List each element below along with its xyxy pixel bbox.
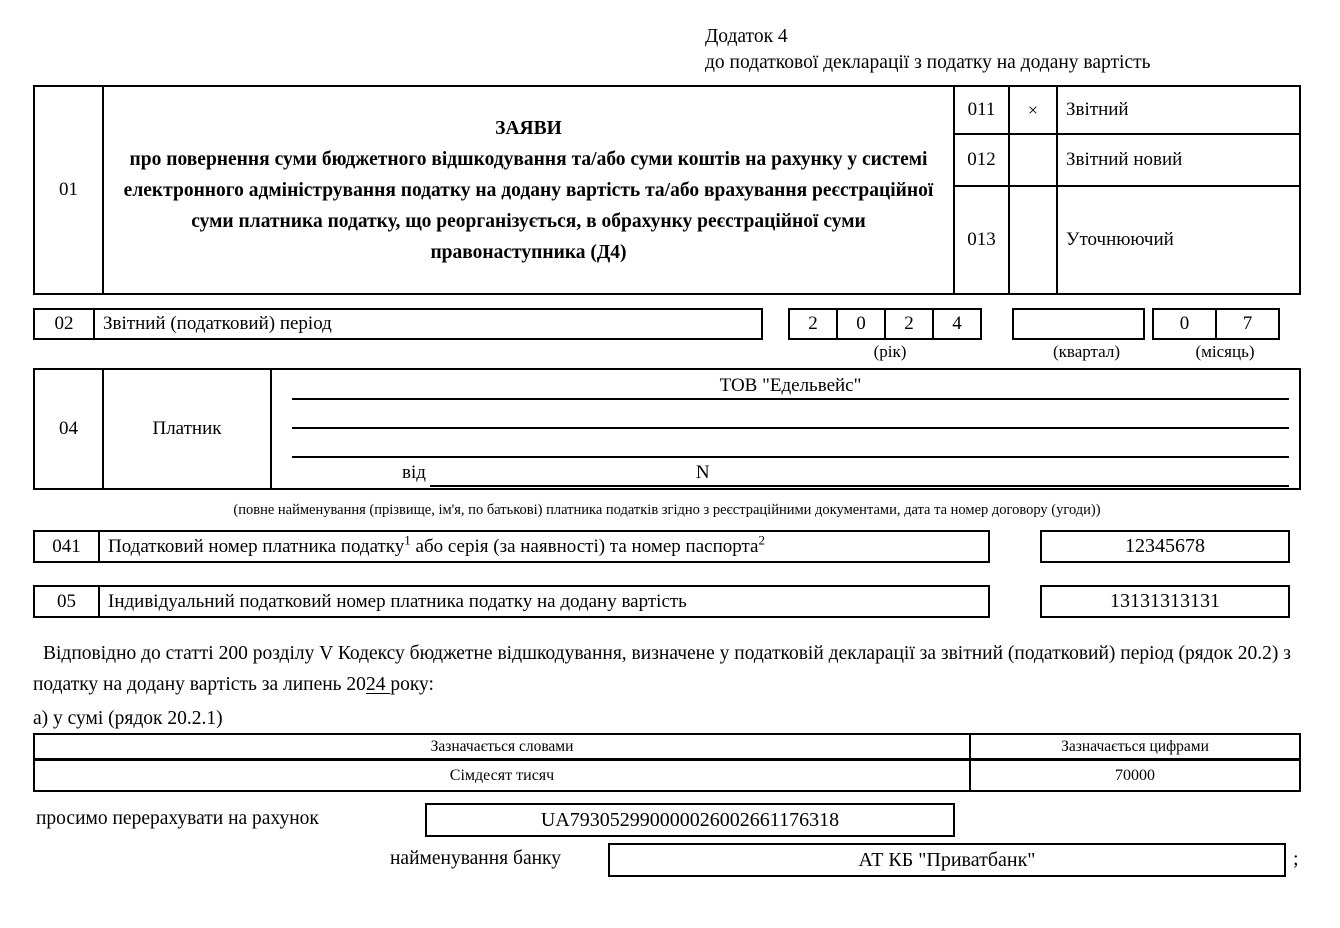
payer-blank-line-2[interactable]	[292, 400, 1289, 429]
year-digit-2[interactable]: 0	[836, 308, 886, 340]
quarter-caption: (квартал)	[1052, 342, 1121, 361]
type-checkbox-012[interactable]	[1008, 135, 1056, 187]
section-04-payer	[33, 368, 1301, 490]
year-digit-1[interactable]: 2	[788, 308, 838, 340]
reporting-period-label: Звітний (податковий) період	[93, 308, 763, 340]
payer-name-line[interactable]: ТОВ "Едельвейс"	[292, 371, 1289, 400]
payer-label: Платник	[102, 370, 272, 488]
month-field	[1152, 308, 1280, 340]
section-01-declaration-type	[33, 85, 1301, 295]
transfer-request-label: просимо перерахувати на рахунок	[36, 808, 319, 829]
statement-text-end: року:	[390, 674, 434, 695]
appendix-subtitle: до податкової декларації з податку на додану вартість	[705, 52, 1151, 73]
vat-number-value[interactable]: 13131313131	[1040, 585, 1290, 618]
trailing-semicolon: ;	[1293, 848, 1299, 870]
form-title-body: про повернення суми бюджетного відшкодування та/або суми коштів на рахунку у системі електронного адміністрування податку на додану вартість та/або врахування реєстраційної суми платника податку, що реорганізується, в обрахунку реєстраційної суми правонаступника (Д4)	[123, 148, 934, 263]
type-checkbox-011[interactable]: ×	[1008, 87, 1056, 135]
section-041-tax-number	[33, 530, 1290, 563]
form-title	[102, 87, 953, 293]
statement-year-underlined: 24	[365, 674, 391, 695]
form-title-caption: ЗАЯВИ	[495, 117, 562, 139]
amount-words-header: Зазначається словами	[35, 735, 969, 761]
tax-number-label-part2: або серія (за наявності) та номер паспорта	[410, 535, 759, 557]
tax-number-label	[98, 530, 990, 563]
row-number-041: 041	[33, 530, 100, 563]
statement-paragraph	[33, 638, 1313, 734]
type-code-012: 012	[953, 135, 1008, 187]
year-digit-4[interactable]: 4	[932, 308, 982, 340]
footnote-ref-2: 2	[758, 532, 765, 548]
year-digit-3[interactable]: 2	[884, 308, 934, 340]
spacer	[763, 308, 788, 340]
statement-text: Відповідно до статті 200 розділу V Кодексу бюджетне відшкодування, визначене у податковій декларації за звітний (податковий) період (рядок 20.2) з податку на додану вартість за липень 20	[33, 643, 1291, 695]
type-code-013: 013	[953, 187, 1008, 293]
footnote-ref-1: 1	[404, 532, 411, 548]
month-digit-2[interactable]: 7	[1215, 308, 1280, 340]
from-label: від	[402, 462, 426, 483]
year-caption: (рік)	[873, 342, 907, 361]
row-number-01: 01	[59, 179, 78, 200]
iban-field[interactable]: UA793052990000026002661176318	[425, 803, 955, 837]
amount-table	[33, 733, 1301, 792]
payer-blank-line-3[interactable]	[292, 429, 1289, 458]
quarter-field[interactable]	[1012, 308, 1145, 340]
tax-number-label-part1: Податковий номер платника податку	[108, 535, 405, 557]
vat-number-label: Індивідуальний податковий номер платника податку на додану вартість	[98, 585, 990, 618]
month-digit-1[interactable]: 0	[1152, 308, 1217, 340]
payer-footnote: (повне найменування (прізвище, ім'я, по батькові) платника податків згідно з реєстраційними документами, дата та номер договору (угоди))	[233, 502, 1101, 518]
section-05-vat-number	[33, 585, 1290, 618]
row-number-05: 05	[33, 585, 100, 618]
amount-words-value[interactable]: Сімдесят тисяч	[449, 766, 555, 784]
payer-details	[272, 370, 1299, 488]
section-02-reporting-period	[33, 308, 1301, 362]
tax-number-value[interactable]: 12345678	[1040, 530, 1290, 563]
statement-item-a: а) у сумі (рядок 20.2.1)	[33, 708, 223, 729]
contract-date-number-line	[292, 458, 1289, 487]
type-checkbox-013[interactable]	[1008, 187, 1056, 293]
spacer	[1145, 308, 1152, 340]
amount-digits-header: Зазначається цифрами	[969, 735, 1299, 761]
month-caption: (місяць)	[1195, 342, 1255, 361]
spacer	[33, 342, 765, 360]
type-label-utochniuiuchyi: Уточнюючий	[1056, 187, 1299, 293]
document-header	[705, 24, 1151, 76]
row-number-04: 04	[59, 418, 78, 439]
contract-number-field[interactable]	[714, 458, 1289, 487]
type-code-011: 011	[953, 87, 1008, 135]
bank-name-field[interactable]: АТ КБ "Приватбанк"	[608, 843, 1286, 877]
bank-name-label: найменування банку	[390, 848, 561, 869]
row-number-02: 02	[33, 308, 95, 340]
amount-digits-value[interactable]: 70000	[969, 761, 1299, 790]
contract-date-field[interactable]	[430, 458, 692, 487]
year-field	[788, 308, 982, 340]
appendix-number: Додаток 4	[705, 26, 788, 47]
type-label-zvitnyi: Звітний	[1056, 87, 1299, 135]
type-label-zvitnyi-novyi: Звітний новий	[1056, 135, 1299, 187]
spacer	[982, 308, 1012, 340]
number-label: N	[692, 458, 714, 487]
